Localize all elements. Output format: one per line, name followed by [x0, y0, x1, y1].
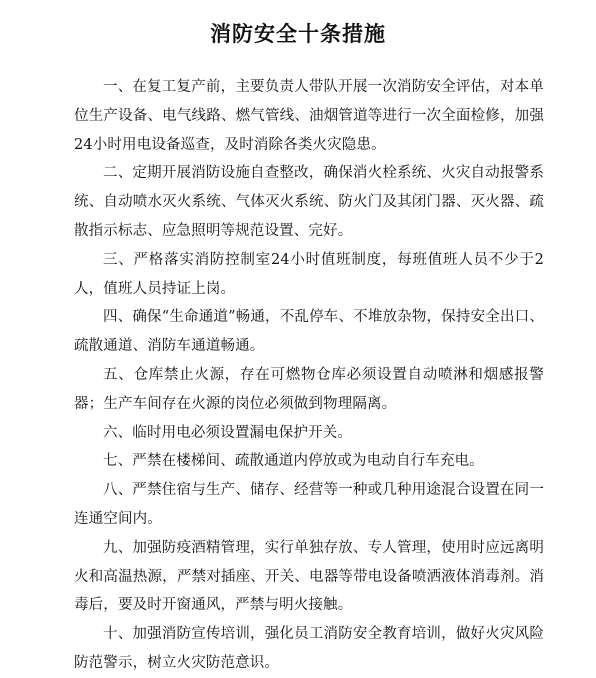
measure-9: 九、加强防疫酒精管理，实行单独存放、专人管理，使用时应远离明火和高温热源，严禁对插座、开关、电器等带电设备喷洒液体消毒剂。消毒后，要及时开窗通风，严禁与明火接触。: [74, 539, 544, 614]
measure-4: 四、确保“生命通道”畅通，不乱停车、不堆放杂物，保持安全出口、疏散通道、消防车通道畅通。: [74, 309, 544, 355]
measure-7: 七、严禁在楼梯间、疏散通道内停放或为电动自行车充电。: [103, 453, 484, 470]
measure-1: 一、在复工复产前，主要负责人带队开展一次消防安全评估，对本单位生产设备、电气线路、燃气管线、油烟管道等进行一次全面检修，加强24小时用电设备巡查，及时消除各类火灾隐患。: [74, 79, 544, 153]
measures-list: [74, 73, 544, 678]
measure-6: 六、临时用电必须设置漏电保护开关。: [103, 424, 353, 441]
measure-5: 五、仓库禁止火源，存在可燃物仓库必须设置自动喷淋和烟感报警器；生产车间存在火源的岗位必须做到物理隔离。: [74, 366, 544, 412]
measure-3: 三、严格落实消防控制室24小时值班制度，每班值班人员不少于2人，值班人员持证上岗。: [74, 251, 544, 297]
document-title: 消防安全十条措施: [210, 21, 386, 46]
measure-8: 八、严禁住宿与生产、储存、经营等一种或几种用途混合设置在同一连通空间内。: [74, 482, 544, 527]
measure-10: 十、加强消防宣传培训，强化员工消防安全教育培训，做好火灾风险防范警示，树立火灾防范意识。: [74, 626, 544, 671]
measure-2: 二、定期开展消防设施自查整改，确保消火栓系统、火灾自动报警系统、自动喷水灭火系统、气体灭火系统、防火门及其闭门器、灭火器、疏散指示标志、应急照明等规范设置、完好。: [74, 165, 544, 239]
